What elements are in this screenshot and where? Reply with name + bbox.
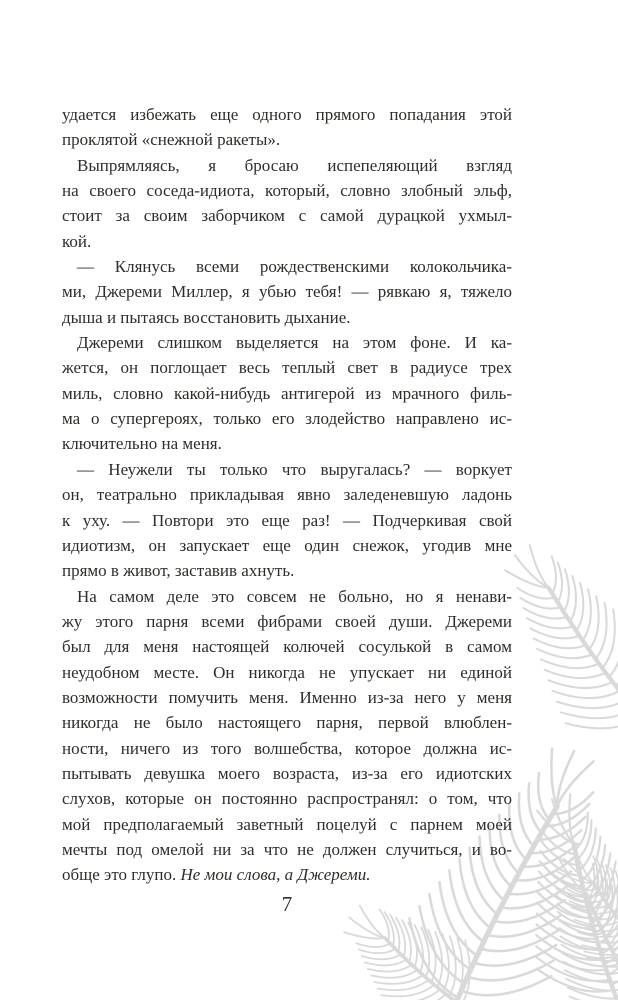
text-line: стоит за своим заборчиком с самой дурацкой ухмыл- [62, 206, 512, 226]
text-line: на своего соседа-идиота, который, словно злобный эльф, [62, 181, 512, 201]
text-line: идиотизм, он запускает еще один снежок, угодив мне [62, 535, 512, 555]
text-line: — Клянусь всеми рождественскими колокольчика- [77, 257, 512, 277]
text-line [62, 862, 512, 887]
text-line: мой предполагаемый заветный поцелуй с парнем моей [62, 814, 512, 834]
text-line: ми, Джереми Миллер, я убью тебя! — рявкаю я, тяжело [62, 282, 512, 302]
text-line: жу этого парня всеми фибрами своей души. Джереми [62, 611, 512, 631]
text-block [62, 102, 512, 888]
text-line: ности, ничего из того волшебства, которое должна ис- [62, 738, 512, 758]
text-line: возможности помучить меня. Именно из-за него у меня [62, 687, 512, 707]
text-line: жется, он поглощает весь теплый свет в радиусе трех [62, 358, 512, 378]
text-line: ма о супергероях, только его злодейство направлено ис- [62, 409, 512, 429]
text-line: Выпрямляясь, я бросаю испепеляющий взгляд [77, 155, 512, 175]
text-line: дыша и пытаясь восстановить дыхание. [62, 307, 351, 327]
text-line: он, театрально прикладывая явно заледеневшую ладонь [62, 485, 512, 505]
text-line: пытывать девушка моего возраста, из-за его идиотских [62, 763, 512, 783]
text-regular: обще это глупо. [62, 865, 181, 885]
text-line: Джереми слишком выделяется на этом фоне. И ка- [77, 333, 512, 353]
page-number: 7 [281, 892, 293, 916]
text-line: прямо в живот, заставив ахнуть. [62, 561, 295, 581]
text-line: — Неужели ты только что выругалась? — воркует [77, 459, 512, 479]
text-line: к уху. — Повтори это еще раз! — Подчеркивая свой [62, 510, 512, 530]
text-italic: Не мои слова, а Джереми. [180, 865, 371, 885]
text-line: На самом деле это совсем не больно, но я ненави- [77, 586, 512, 606]
text-line: мечты под омелой ни за что не должен случиться, и во- [62, 839, 512, 859]
text-line: миль, словно какой-нибудь антигерой из мрачного филь- [62, 383, 512, 403]
text-line: неудобном месте. Он никогда не упускает ни единой [62, 662, 512, 682]
text-line: удается избежать еще одного прямого попадания этой [62, 105, 512, 124]
text-line: проклятой «снежной ракеты». [62, 130, 281, 150]
text-line: никогда не было настоящего парня, первой влюблен- [62, 713, 512, 733]
text-line: слухов, которые он постоянно распространял: о том, что [62, 789, 512, 809]
text-line: ключительно на меня. [62, 434, 222, 454]
text-line: кой. [62, 231, 92, 251]
text-line: был для меня настоящей колючей сосулькой в самом [62, 637, 512, 657]
